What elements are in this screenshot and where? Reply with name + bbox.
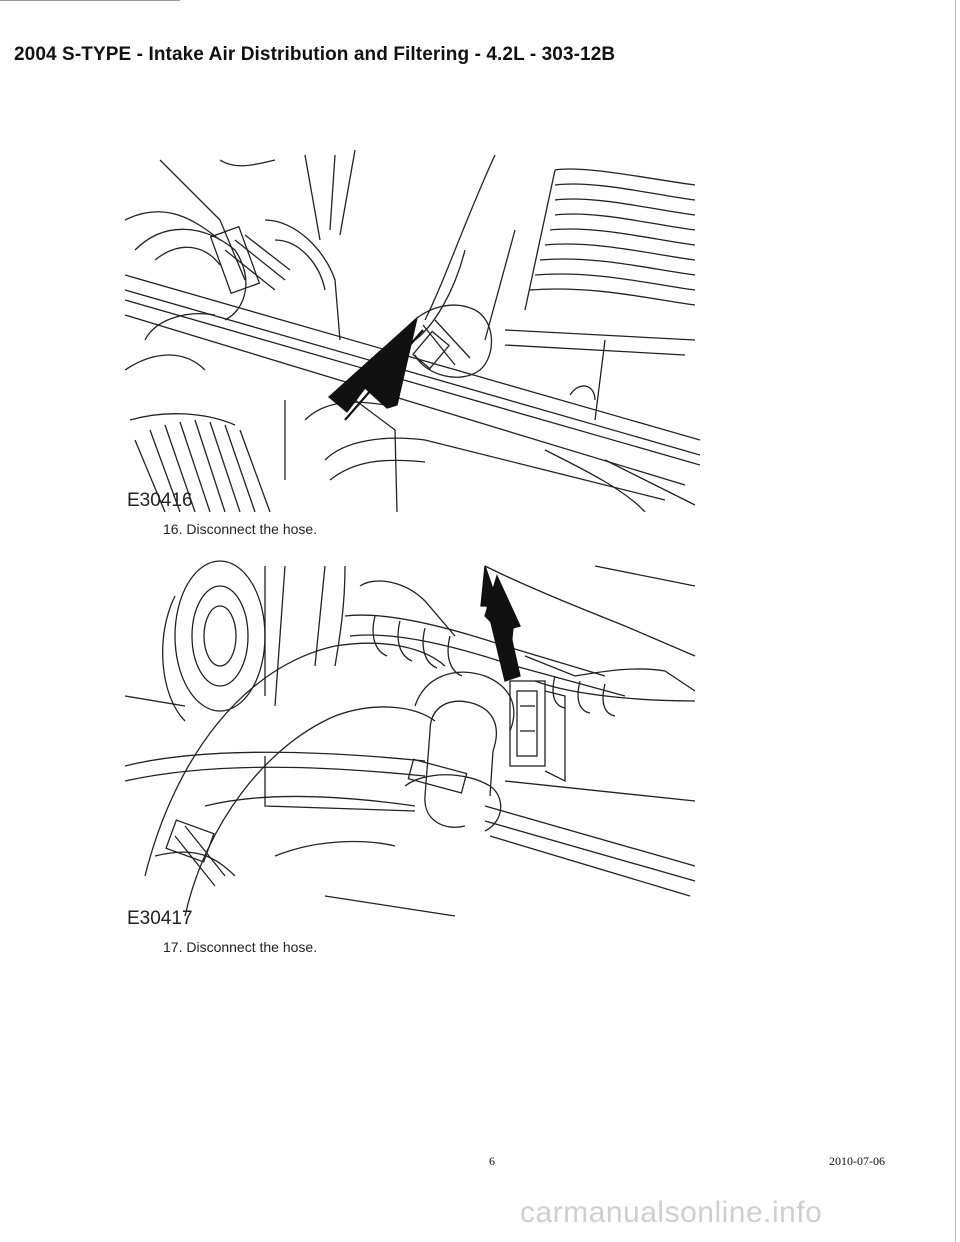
figure-1-illustration — [125, 140, 700, 512]
figure-1-id: E30416 — [127, 490, 193, 511]
top-rule — [0, 0, 180, 1]
page-title: 2004 S-TYPE - Intake Air Distribution and Filtering - 4.2L - 303-12B — [14, 44, 616, 65]
figure-2-id: E30417 — [127, 908, 193, 929]
watermark: carmanualsonline.info — [520, 1196, 823, 1229]
figure-1-drawing — [125, 140, 700, 512]
figure-2-caption: 17. Disconnect the hose. — [163, 939, 318, 955]
date-stamp: 2010-07-06 — [829, 1154, 885, 1168]
page-number: 6 — [489, 1154, 495, 1168]
figure-2-illustration — [125, 556, 700, 934]
right-margin-rule — [955, 0, 956, 1242]
figure-2-drawing — [125, 556, 700, 934]
figure-1-caption: 16. Disconnect the hose. — [163, 521, 318, 537]
